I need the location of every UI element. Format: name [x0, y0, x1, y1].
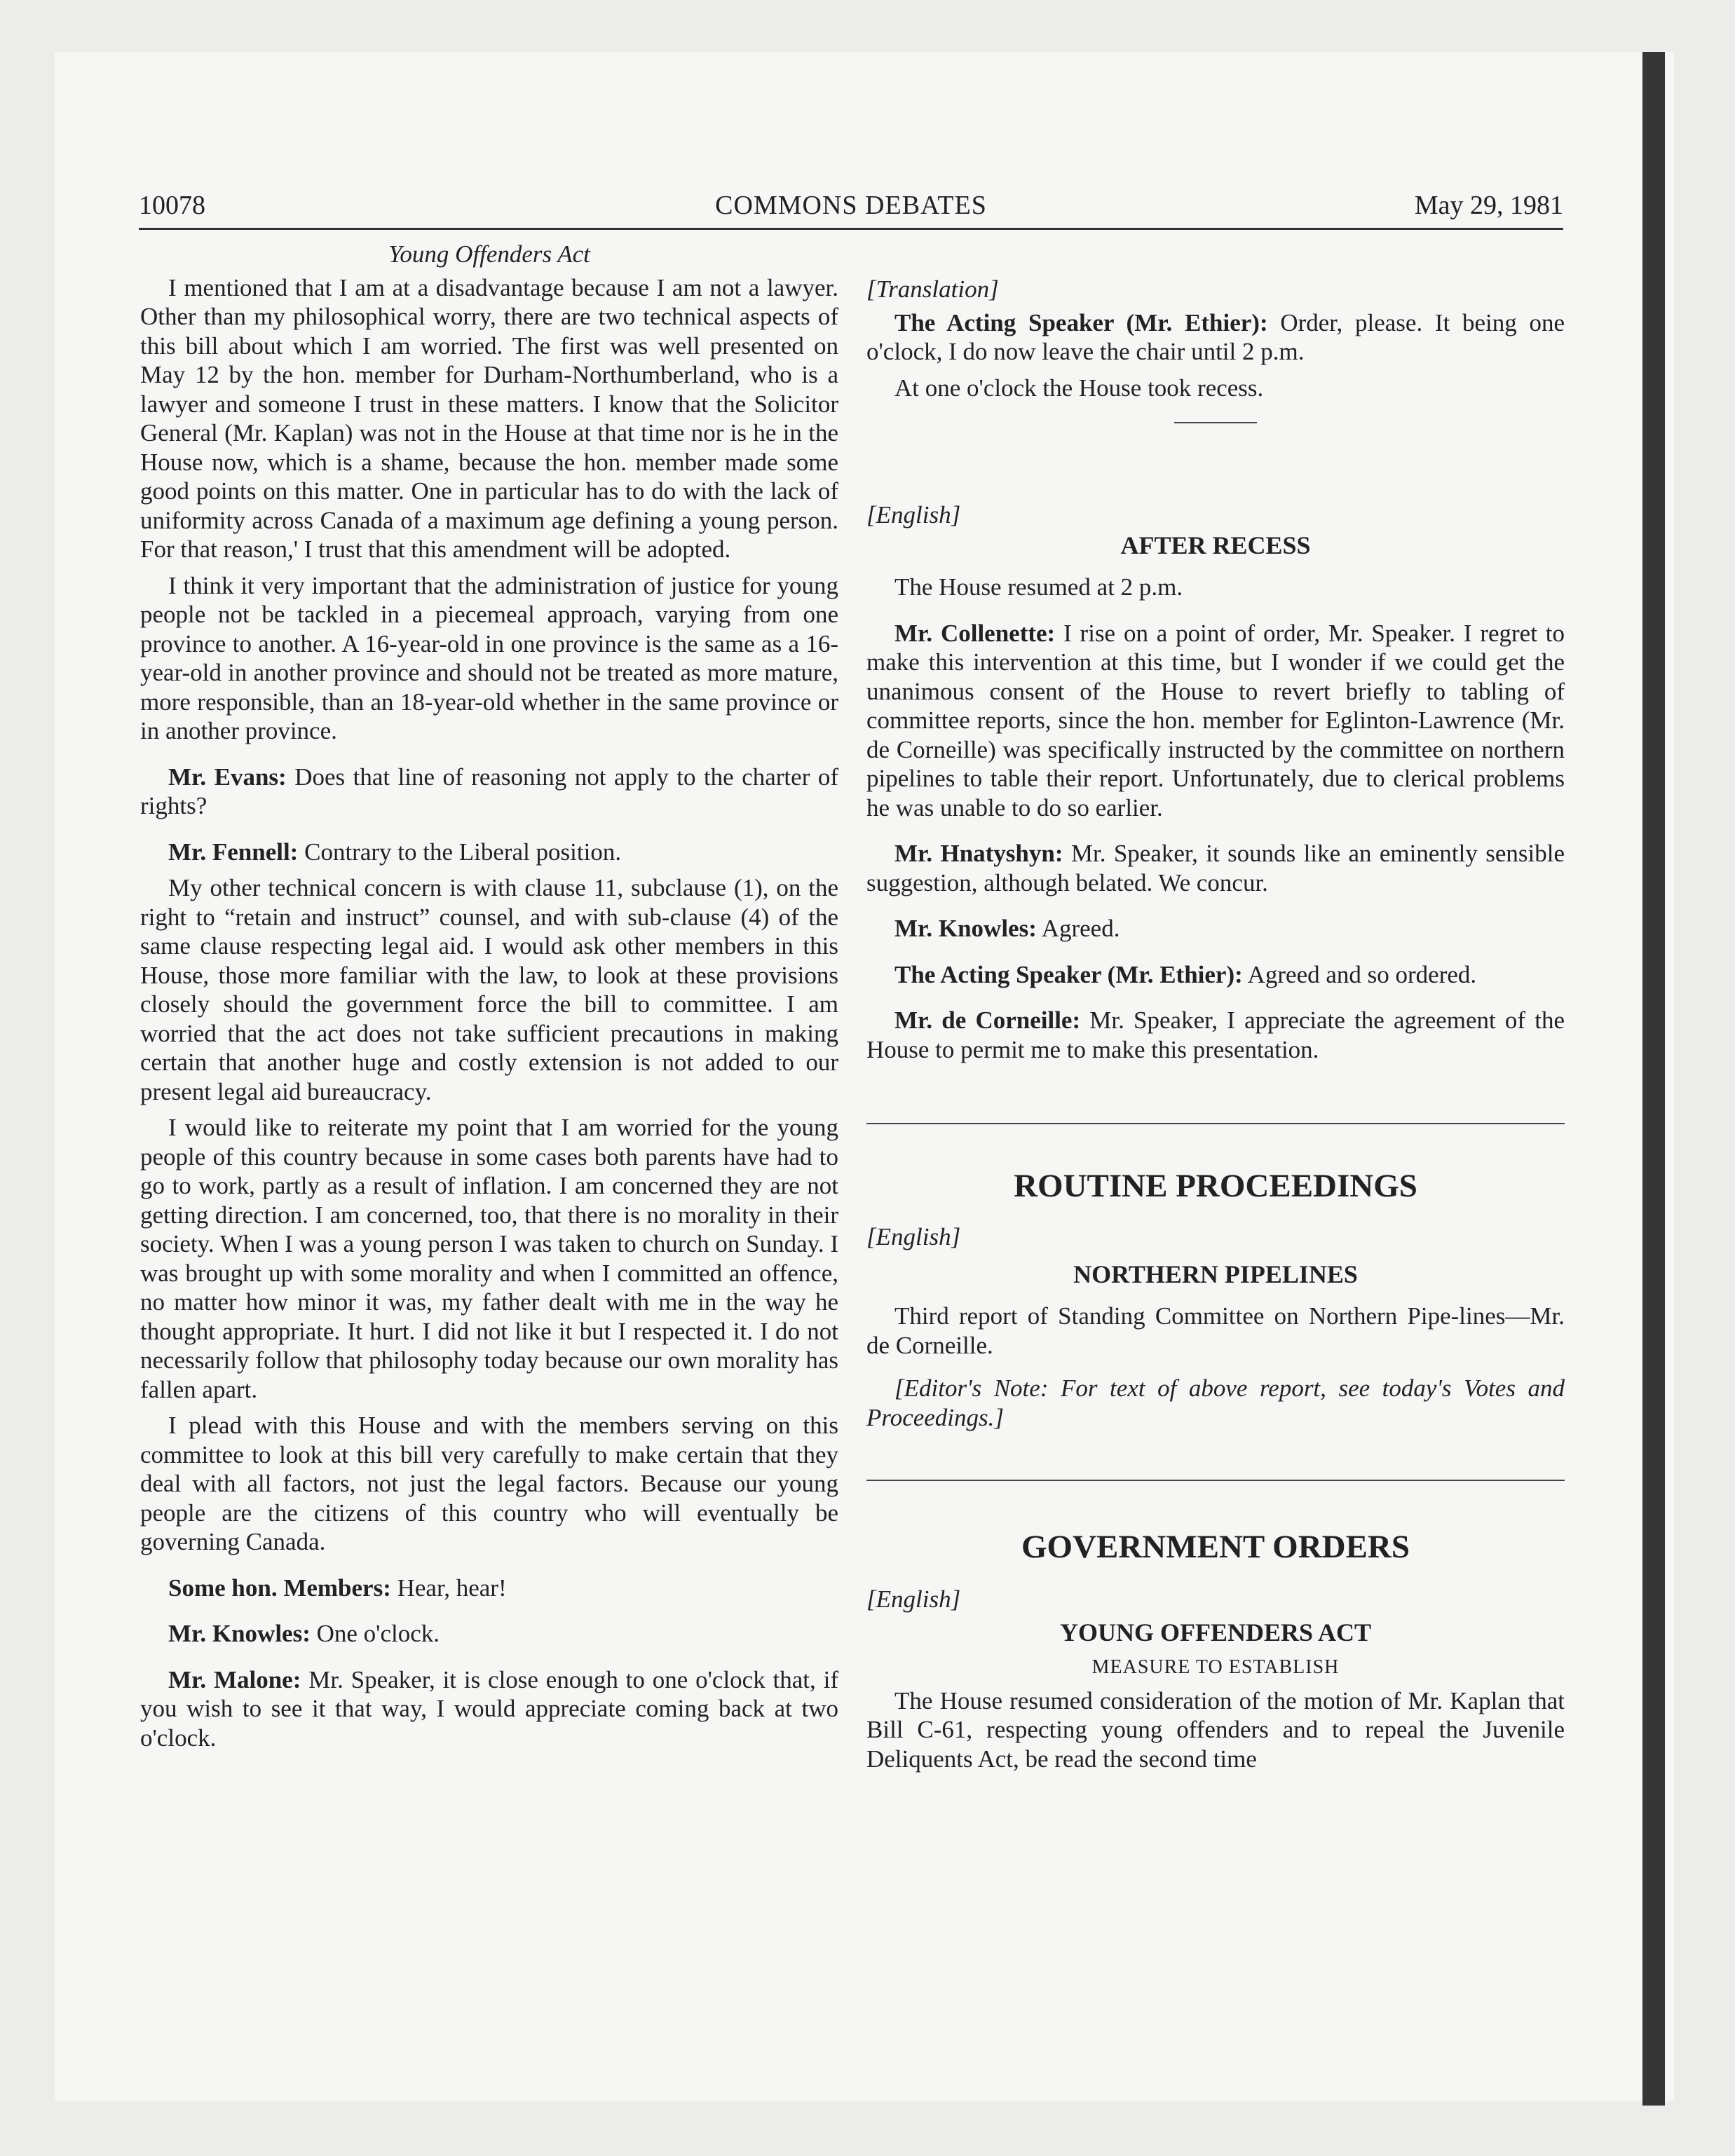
speaker-name: Mr. Hnatyshyn:	[894, 840, 1063, 867]
speech-text: Does that line of reasoning not apply to the charter of rights?	[140, 763, 838, 819]
resumed-note: The House resumed at 2 p.m.	[894, 573, 1183, 601]
speech-ethier-2	[866, 960, 1565, 990]
after-recess-heading: AFTER RECESS	[1120, 531, 1311, 559]
speaker-name: Mr. Knowles:	[168, 1620, 311, 1647]
right-column	[866, 240, 1565, 1773]
page-date: May 29, 1981	[1414, 191, 1563, 220]
speech-text: Mr. Speaker, it sounds like an eminently sensible suggestion, although belated. We concur.	[866, 840, 1565, 896]
speech-text: Mr. Speaker, I appreciate the agreement of the House to permit me to make this presentation.	[866, 1007, 1565, 1063]
speaker-name: Mr. Malone:	[168, 1665, 301, 1693]
speech-knowles-right	[866, 914, 1565, 943]
speech-de-corneille	[866, 1006, 1565, 1064]
publication-title: COMMONS DEBATES	[715, 191, 987, 220]
paragraph: I plead with this House and with the members serving on this committee to look at this bill very carefully to make certain that they deal with all factors, not just the legal factors. Because our young people are the citizens of this country who will eventually be governing Canada.	[140, 1412, 838, 1555]
speech-fennell	[140, 838, 838, 867]
left-column	[140, 240, 838, 1752]
speech-malone	[140, 1665, 838, 1753]
recess-note: At one o'clock the House took recess.	[894, 374, 1264, 402]
language-tag: [English]	[866, 501, 961, 528]
government-orders-heading: GOVERNMENT ORDERS	[1021, 1529, 1410, 1565]
paragraph: I think it very important that the administration of justice for young people not be tackled in a piecemeal approach, varying from one province to another. A 16-year-old in one province is the same as a 16-year-old in another province and should not be treated as more mature, more responsible, than an 18-year-old whether in the same province or in another province.	[140, 571, 838, 744]
section-divider	[866, 1123, 1565, 1124]
speaker-name: The Acting Speaker (Mr. Ethier):	[894, 308, 1268, 336]
section-divider	[1174, 422, 1257, 423]
speaker-name: Mr. Knowles:	[894, 915, 1037, 942]
report-text: Third report of Standing Committee on Northern Pipe-lines—Mr. de Corneille.	[866, 1302, 1565, 1359]
speech-evans	[140, 763, 838, 821]
speaker-name: Mr. de Corneille:	[894, 1007, 1081, 1034]
speech-members	[140, 1574, 838, 1603]
speaker-name: Mr. Collenette:	[894, 619, 1056, 647]
speech-text: Hear, hear!	[397, 1574, 507, 1602]
speech-text: Mr. Speaker, it is close enough to one o'clock that, if you wish to see it that way, I would appreciate coming back at two o'clock.	[140, 1665, 838, 1752]
speaker-name: The Acting Speaker (Mr. Ethier):	[894, 960, 1243, 988]
scan-edge-bar	[1642, 52, 1665, 2106]
page-number: 10078	[139, 191, 205, 220]
speech-text: I rise on a point of order, Mr. Speaker. I regret to make this intervention at this time, but I wonder if we could get the unanimous consent of the House to revert briefly to tabling of committee reports, since the hon. member for Eglinton-Lawrence (Mr. de Corneille) was specifically instructed by the committee on northern pipelines to table their report. Unfortunately, due to clerical problems he was unable to do so earlier.	[866, 619, 1565, 821]
running-head: Young Offenders Act	[388, 240, 590, 268]
speech-text: One o'clock.	[316, 1620, 440, 1647]
young-offenders-act-heading: YOUNG OFFENDERS ACT	[1059, 1618, 1372, 1646]
paragraph: The House resumed consideration of the motion of Mr. Kaplan that Bill C-61, respecting young offenders and to repeal the Juvenile Deliquents Act, be read the second time	[866, 1686, 1565, 1773]
speech-text: Agreed and so ordered.	[1247, 960, 1477, 988]
section-divider	[866, 1480, 1565, 1481]
paragraph: I would like to reiterate my point that I am worried for the young people of this country because in some cases both parents have had to go to work, partly as a result of inflation. I am concerned they are not getting direction. I am concerned, too, that there is no morality in their society. When I was a young person I was taken to church on Sunday. I was brought up with some morality and when I committed an offence, no matter how minor it was, my father dealt with me in the way he thought appropriate. It hurt. I did not like it but I respected it. I do not necessarily follow that philosophy today because our own morality has fallen apart.	[140, 1114, 838, 1403]
northern-pipelines-heading: NORTHERN PIPELINES	[1073, 1260, 1358, 1288]
language-tag: [English]	[866, 1223, 961, 1250]
speaker-name: Mr. Evans:	[168, 763, 287, 791]
language-tag: [English]	[866, 1585, 961, 1613]
paragraph: I mentioned that I am at a disadvantage because I am not a lawyer. Other than my philosophical worry, there are two technical aspects of this bill about which I am worried. The first was well presented on May 12 by the hon. member for Durham-Northumberland, who is a lawyer and someone I trust in these matters. I know that the Solicitor General (Mr. Kaplan) was not in the House at that time nor is he in the House now, which is a shame, because the hon. member made some good points on this matter. One in particular has to do with the lack of uniformity across Canada of a maximum age defining a young person. For that reason,' I trust that this amendment will be adopted.	[140, 273, 838, 563]
speaker-name: Mr. Fennell:	[168, 838, 299, 866]
speech-text: Agreed.	[1041, 915, 1120, 942]
speaker-name: Some hon. Members:	[168, 1574, 391, 1602]
paragraph: My other technical concern is with clause 11, subclause (1), on the right to “retain and instruct” counsel, and with sub-clause (4) of the same clause respecting legal aid. I would ask other members in this House, those more familiar with the law, to look at these provisions closely should the government force the bill to committee. I am worried that the act does not take sufficient precautions in making certain that another huge and costly extension is not added to our present legal aid bureaucracy.	[140, 874, 838, 1105]
translation-tag: [Translation]	[866, 275, 999, 303]
speech-collenette	[866, 619, 1565, 823]
measure-heading: MEASURE TO ESTABLISH	[1091, 1656, 1340, 1678]
editor-note: [Editor's Note: For text of above report, see today's Votes and Proceedings.]	[866, 1374, 1565, 1431]
speech-hnatyshyn	[866, 839, 1565, 897]
speech-knowles	[140, 1619, 838, 1649]
speech-ethier	[866, 308, 1565, 367]
speech-text: Order, please. It being one o'clock, I do now leave the chair until 2 p.m.	[866, 308, 1565, 365]
page-header	[139, 187, 1563, 230]
routine-proceedings-heading: ROUTINE PROCEEDINGS	[1014, 1168, 1417, 1204]
speech-text: Contrary to the Liberal position.	[304, 838, 622, 866]
